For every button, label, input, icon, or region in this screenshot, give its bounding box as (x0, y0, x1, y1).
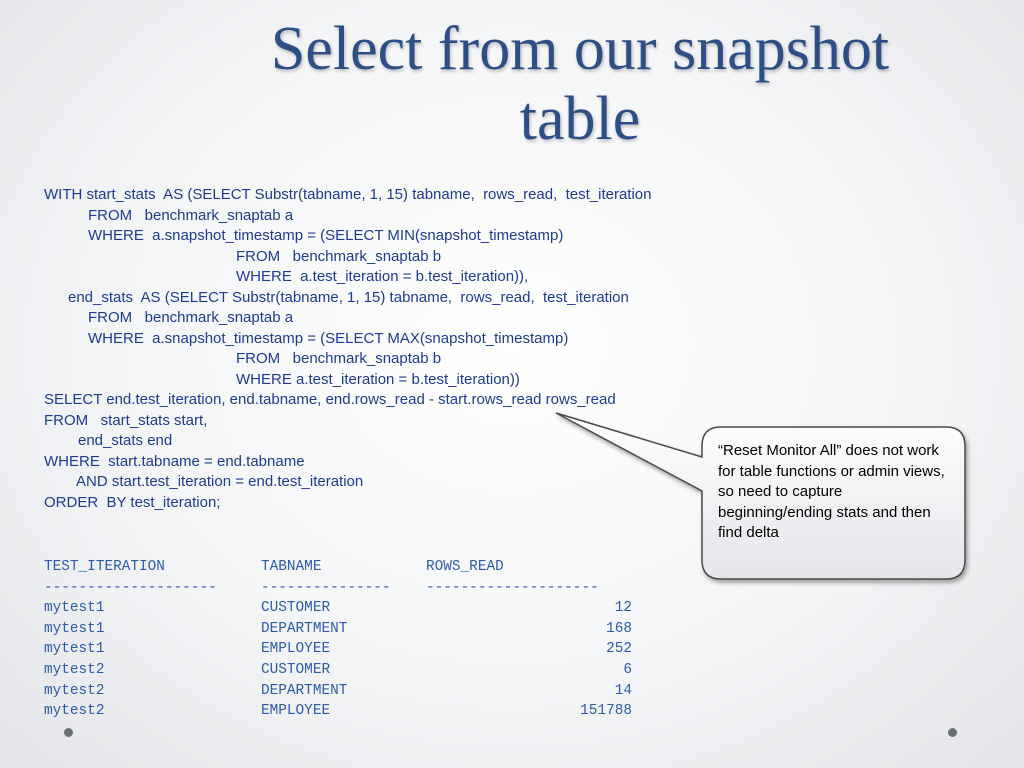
cell: EMPLOYEE (261, 703, 331, 720)
separator: -------------------- (44, 579, 217, 596)
cell: DEPARTMENT (261, 682, 348, 699)
cell: 168 (606, 620, 632, 637)
cell: mytest2 (44, 682, 105, 699)
cell: mytest2 (44, 703, 105, 720)
sql-line: ORDER BY test_iteration; (44, 493, 221, 511)
title-line-1: Select from our snapshot (270, 15, 890, 83)
separator: -------------------- (426, 579, 599, 596)
title-line-2: table (519, 85, 641, 153)
sql-line: FROM benchmark_snaptab a (88, 206, 294, 224)
table-row (44, 639, 632, 660)
sql-line: FROM benchmark_snaptab a (88, 309, 294, 326)
table-row (44, 598, 632, 619)
cell: 252 (606, 641, 632, 658)
sql-line: WHERE a.test_iteration = b.test_iteration)) (236, 370, 520, 388)
cell: CUSTOMER (261, 661, 331, 678)
cell: mytest1 (44, 641, 105, 658)
slide-decoration-dot-right (948, 728, 957, 737)
cell: DEPARTMENT (261, 620, 348, 637)
table-row (44, 660, 632, 681)
result-table (44, 557, 632, 722)
sql-line: end_stats AS (SELECT Substr(tabname, 1, 15) tabname, rows_read, test_iteration (68, 288, 629, 306)
cell: CUSTOMER (261, 600, 331, 617)
sql-line: WHERE a.test_iteration = b.test_iteration)), (236, 268, 529, 285)
sql-line: AND start.test_iteration = end.test_iteration (76, 473, 364, 490)
table-row (44, 619, 632, 640)
slide-decoration-dot-left (64, 728, 73, 737)
cell: mytest2 (44, 661, 105, 678)
cell: 6 (623, 661, 632, 678)
sql-line: WHERE start.tabname = end.tabname (44, 452, 305, 470)
cell: mytest1 (44, 600, 105, 617)
cell: mytest1 (44, 620, 105, 637)
sql-line: end_stats end (78, 432, 173, 449)
sql-line: WHERE a.snapshot_timestamp = (SELECT MAX(snapshot_timestamp) (88, 329, 569, 347)
result-header-row (44, 557, 632, 578)
table-row (44, 701, 632, 722)
table-row (44, 681, 632, 702)
cell: 151788 (580, 703, 632, 720)
column-header: ROWS_READ (426, 559, 504, 575)
cell: 12 (614, 600, 632, 617)
sql-line: WHERE a.snapshot_timestamp = (SELECT MIN(snapshot_timestamp) (88, 227, 564, 244)
column-header: TEST_ITERATION (44, 559, 165, 575)
sql-line: FROM start_stats start, (44, 411, 208, 429)
sql-line: FROM benchmark_snaptab b (236, 247, 442, 265)
column-header: TABNAME (261, 559, 322, 575)
result-separator-row (44, 578, 632, 599)
sql-line: FROM benchmark_snaptab b (236, 350, 442, 367)
sql-line: WITH start_stats AS (SELECT Substr(tabname, 1, 15) tabname, rows_read, test_iteration (44, 186, 652, 203)
cell: 14 (614, 682, 632, 699)
separator: --------------- (261, 579, 391, 596)
cell: EMPLOYEE (261, 641, 331, 658)
sql-line: SELECT end.test_iteration, end.tabname, end.rows_read - start.rows_read rows_read (44, 391, 616, 408)
callout-text: “Reset Monitor All” does not work for table functions or admin views, so need to capture beginning/ending stats and then find delta (718, 442, 945, 541)
